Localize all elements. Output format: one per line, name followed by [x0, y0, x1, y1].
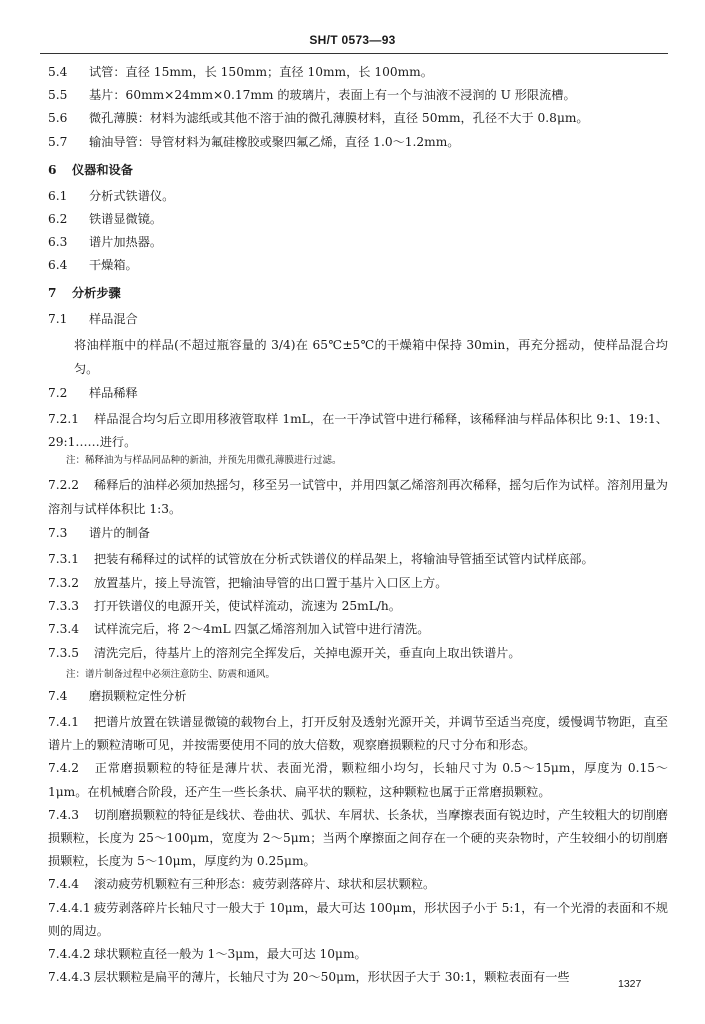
clause-number: 7.3.1 — [48, 551, 80, 566]
clause-text: 放置基片，接上导流管，把输油导管的出口置于基片入口区上方。 — [94, 576, 448, 591]
clause-number: 7.4 — [48, 688, 68, 703]
clause-7-3-heading — [48, 525, 668, 541]
clause-text: 基片：60mm×24mm×0.17mm 的玻璃片，表面上有一个与油液不浸润的 U 形限流槽。 — [89, 88, 576, 103]
clause-text: 干燥箱。 — [89, 258, 138, 273]
clause-text: 谱片加热器。 — [89, 234, 163, 249]
clause-text: 把装有稀释过的试样的试管放在分析式铁谱仪的样品架上，将输油导管插至试管内试样底部。 — [94, 551, 594, 566]
clause-text: 输油导管：导管材料为氟硅橡胶或聚四氟乙烯，直径 1.0～1.2mm。 — [89, 134, 460, 149]
clause-number: 6.4 — [48, 258, 68, 273]
clause-number: 7.4.4.3 — [48, 970, 91, 985]
clause-7-4-heading — [48, 688, 668, 704]
clause-7-4-4 — [48, 873, 668, 896]
clause-number: 7.3 — [48, 525, 68, 540]
clause-number: 5.6 — [48, 111, 68, 126]
clause-7-4-4-2 — [48, 943, 668, 966]
clause-text: 试管：直径 15mm，长 150mm；直径 10mm，长 100mm。 — [89, 65, 433, 79]
clause-7-3-2 — [48, 575, 668, 591]
clause-text: 滚动疲劳机颗粒有三种形态：疲劳剥落碎片、球状和层状颗粒。 — [94, 877, 436, 892]
clause-text: 切削磨损颗粒的特征是线状、卷曲状、弧状、车屑状、长条状，当摩擦表面有锐边时，产生较粗大的切削磨损颗粒，长度为 25～100μm，宽度为 2～5μm；当两个摩擦面之间存在一个硬的夹杂物时，产生较细小的切削磨损颗粒，长度为 5～10μm，厚度约为 0.25μm。 — [48, 807, 668, 869]
clause-7-3-3 — [48, 598, 668, 614]
clause-5-6 — [48, 110, 668, 126]
clause-number: 7.1 — [48, 312, 68, 327]
clause-number: 7.4.1 — [48, 715, 80, 730]
clause-number: 5.5 — [48, 88, 68, 103]
clause-text: 球状颗粒直径一般为 1～3μm，最大可达 10μm。 — [94, 947, 367, 962]
clause-text: 打开铁谱仪的电源开关，使试样流动，流速为 25mL/h。 — [94, 599, 401, 614]
section-number: 7 — [48, 286, 57, 301]
section-number: 6 — [48, 162, 57, 177]
clause-number: 7.4.4.2 — [48, 947, 91, 962]
clause-number: 7.4.2 — [48, 761, 80, 776]
clause-5-5 — [48, 87, 668, 103]
clause-text: 疲劳剥落碎片长轴尺寸一般大于 10μm，最大可达 100μm，形状因子小于 5:1，有一个光滑的表面和不规则的周边。 — [48, 900, 668, 938]
clause-number: 7.4.4 — [48, 877, 80, 892]
clause-7-2-heading — [48, 385, 668, 401]
clause-7-4-4-1 — [48, 897, 668, 943]
clause-number: 7.4.4.1 — [48, 900, 91, 915]
clause-7-2-2 — [48, 474, 668, 520]
clause-text: 正常磨损颗粒的特征是薄片状、表面光滑，颗粒细小均匀，长轴尺寸为 0.5～15μm，厚度为 0.15～1μm。在机械磨合阶段，还产生一些长条状、扁平状的颗粒，这种颗粒也属于正常磨损颗粒。 — [48, 761, 668, 799]
clause-7-4-4-3 — [48, 966, 668, 989]
section-title: 仪器和设备 — [72, 162, 133, 177]
clause-6-4 — [48, 257, 668, 273]
clause-number: 7.3.3 — [48, 599, 80, 614]
page-number: 1327 — [618, 978, 642, 990]
clause-number: 7.2 — [48, 385, 68, 400]
section-7-heading — [48, 285, 668, 301]
clause-title: 谱片的制备 — [89, 525, 150, 540]
clause-6-3 — [48, 234, 668, 250]
clause-7-4-1 — [48, 711, 668, 757]
clause-number: 5.4 — [48, 65, 68, 79]
clause-number: 7.3.4 — [48, 622, 80, 637]
section-title: 分析步骤 — [72, 286, 121, 301]
clause-text: 清洗完后，待基片上的溶剂完全挥发后，关掉电源开关，垂直向上取出铁谱片。 — [94, 645, 521, 660]
header-rule — [40, 53, 668, 54]
clause-text: 微孔薄膜：材料为滤纸或其他不溶于油的微孔薄膜材料，直径 50mm，孔径不大于 0.8μm。 — [89, 111, 589, 126]
clause-5-4 — [48, 64, 668, 80]
standard-number: SH/T 0573—93 — [309, 33, 396, 47]
clause-number: 7.2.2 — [48, 478, 80, 493]
clause-text: 铁谱显微镜。 — [89, 211, 163, 226]
clause-7-1-text: 将油样瓶中的样品(不超过瓶容量的 3/4)在 65℃±5℃的干燥箱中保持 30min，再充分摇动，使样品混合均匀。 — [74, 338, 668, 376]
clause-7-3-1 — [48, 548, 668, 571]
clause-6-2 — [48, 211, 668, 227]
clause-number: 7.3.2 — [48, 576, 80, 591]
clause-7-4-3 — [48, 804, 668, 874]
clause-number: 6.3 — [48, 234, 68, 249]
clause-7-1-heading — [48, 311, 668, 327]
clause-text: 层状颗粒是扁平的薄片，长轴尺寸为 20～50μm，形状因子大于 30:1，颗粒表面有一些 — [94, 970, 570, 985]
clause-title: 磨损颗粒定性分析 — [89, 688, 187, 703]
clause-7-4-2 — [48, 757, 668, 803]
clause-number: 7.4.3 — [48, 807, 80, 822]
note-dilution-oil: 注：稀释油为与样品同品种的新油，并预先用微孔薄膜进行过滤。 — [66, 455, 342, 467]
clause-title: 样品混合 — [89, 312, 138, 327]
clause-number: 5.7 — [48, 134, 68, 149]
page-header — [0, 33, 705, 47]
clause-5-7 — [48, 134, 668, 150]
clause-text: 试样流完后，将 2～4mL 四氯乙烯溶剂加入试管中进行清洗。 — [94, 622, 430, 637]
section-6-heading — [48, 162, 668, 178]
clause-text: 样品混合均匀后立即用移液管取样 1mL，在一干净试管中进行稀释，该稀释油与样品体积比 9:1、19:1、29:1……进行。 — [48, 411, 668, 450]
clause-text: 分析式铁谱仪。 — [89, 188, 175, 203]
clause-7-3-5 — [48, 645, 668, 661]
note-preparation: 注：谱片制备过程中必须注意防尘、防震和通风。 — [66, 668, 276, 680]
clause-number: 7.3.5 — [48, 645, 80, 660]
clause-title: 样品稀释 — [89, 385, 138, 400]
clause-number: 7.2.1 — [48, 411, 80, 426]
clause-text: 稀释后的油样必须加热摇匀，移至另一试管中，并用四氯乙烯溶剂再次稀释，摇匀后作为试样。溶剂用量为溶剂与试样体积比 1:3。 — [48, 478, 668, 516]
clause-text: 把谱片放置在铁谱显微镜的载物台上，打开反射及透射光源开关，并调节至适当亮度，缓慢调节物距，直至谱片上的颗粒清晰可见，并按需要使用不同的放大倍数，观察磨损颗粒的尺寸分布和形态。 — [48, 715, 668, 753]
clause-7-2-1 — [48, 408, 668, 454]
clause-number: 6.1 — [48, 188, 68, 203]
clause-7-3-4 — [48, 621, 668, 637]
clause-number: 6.2 — [48, 211, 68, 226]
document-body — [48, 64, 668, 989]
clause-6-1 — [48, 188, 668, 204]
